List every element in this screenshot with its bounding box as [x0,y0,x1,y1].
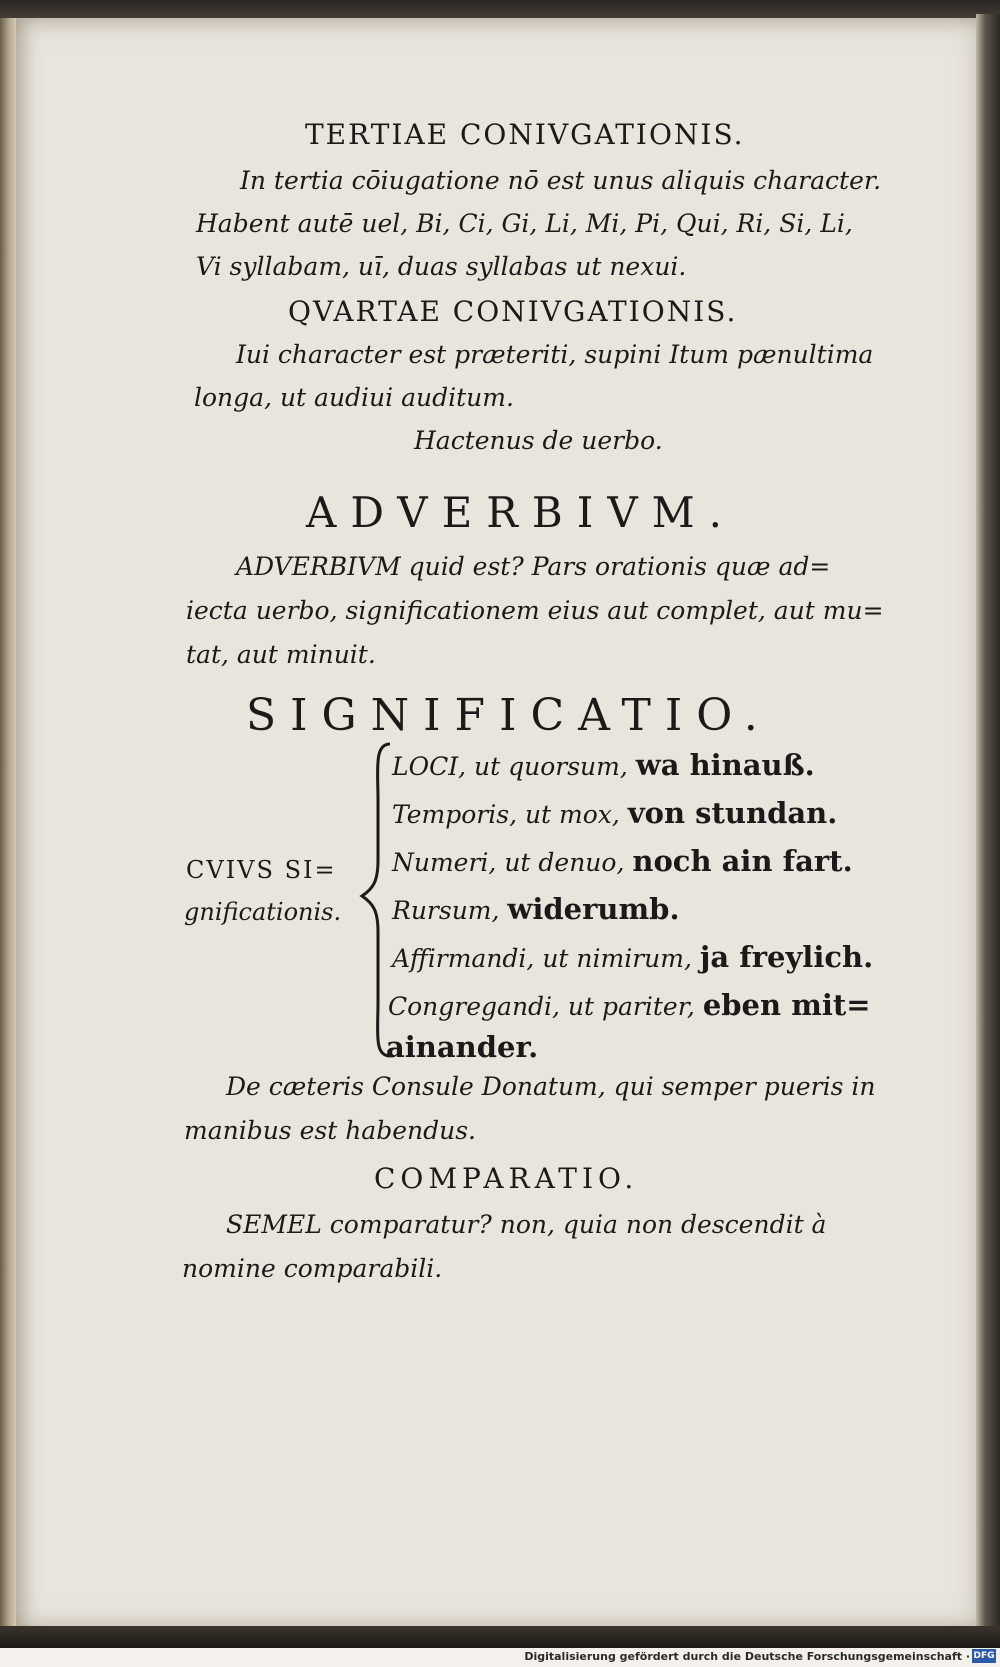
text-line: In tertia cōiugatione nō est unus aliquis character. [240,166,882,195]
text-line: ADVERBIVM quid est? Pars orationis quæ ad= [236,552,831,581]
heading-tertiae: TERTIAE CONIVGATIONIS. [305,118,745,151]
german-term: wa hinauß. [635,748,815,782]
significatio-item [392,892,680,926]
latin-term: Rursum, [392,896,500,925]
significatio-item [392,940,873,974]
latin-term: Congregandi, ut pariter, [388,992,695,1021]
page-edge [976,14,1000,1634]
text-line: Iui character est præteriti, supini Itum pænultima [236,340,874,369]
latin-term: LOCI, ut quorsum, [392,752,628,781]
latin-term: Affirmandi, ut nimirum, [392,944,692,973]
dfg-logo: DFG [973,1651,995,1661]
significatio-item [392,844,853,878]
footer-credit: Digitalisierung gefördert durch die Deutsche Forschungsgemeinschaft · [524,1650,970,1663]
text-line: Habent autē uel, Bi, Ci, Gi, Li, Mi, Pi, Qui, Ri, Si, Li, [196,209,853,238]
significatio-item [386,1030,538,1064]
book-spine [0,18,16,1630]
german-term: noch ain fart. [632,844,853,878]
scan-bottom-edge [0,1626,1000,1648]
text-line: De cæteris Consule Donatum, qui semper pueris in [226,1072,876,1101]
significatio-item [388,988,871,1022]
latin-term: Temporis, ut mox, [392,800,620,829]
german-term: eben mit= [702,988,871,1022]
heading-quartae: QVARTAE CONIVGATIONIS. [288,295,738,328]
text-line: tat, aut minuit. [186,640,376,669]
text-line: SEMEL comparatur? non, quia non descendit à [226,1210,827,1239]
significatio-item [392,748,815,782]
text-line: Hactenus de uerbo. [414,426,663,455]
heading-significatio: SIGNIFICATIO. [246,690,772,741]
text-line: manibus est habendus. [184,1116,476,1145]
heading-adverbium: ADVERBIVM. [306,488,737,537]
text-line: iecta uerbo, significationem eius aut complet, aut mu= [186,596,884,625]
text-line: longa, ut audiui auditum. [194,383,514,412]
latin-term: Numeri, ut denuo, [392,848,625,877]
cuius-label: gnificationis. [184,898,342,926]
german-term: ja freylich. [699,940,874,974]
german-term: ainander. [386,1030,539,1064]
heading-comparatio: COMPARATIO. [374,1162,639,1195]
cuius-label: CVIVS SI= [186,856,337,884]
text-line: nomine comparabili. [182,1254,443,1283]
german-term: widerumb. [507,892,680,926]
german-term: von stundan. [627,796,838,830]
significatio-item [392,796,837,830]
text-line: Vi syllabam, uī, duas syllabas ut nexui. [196,252,687,281]
